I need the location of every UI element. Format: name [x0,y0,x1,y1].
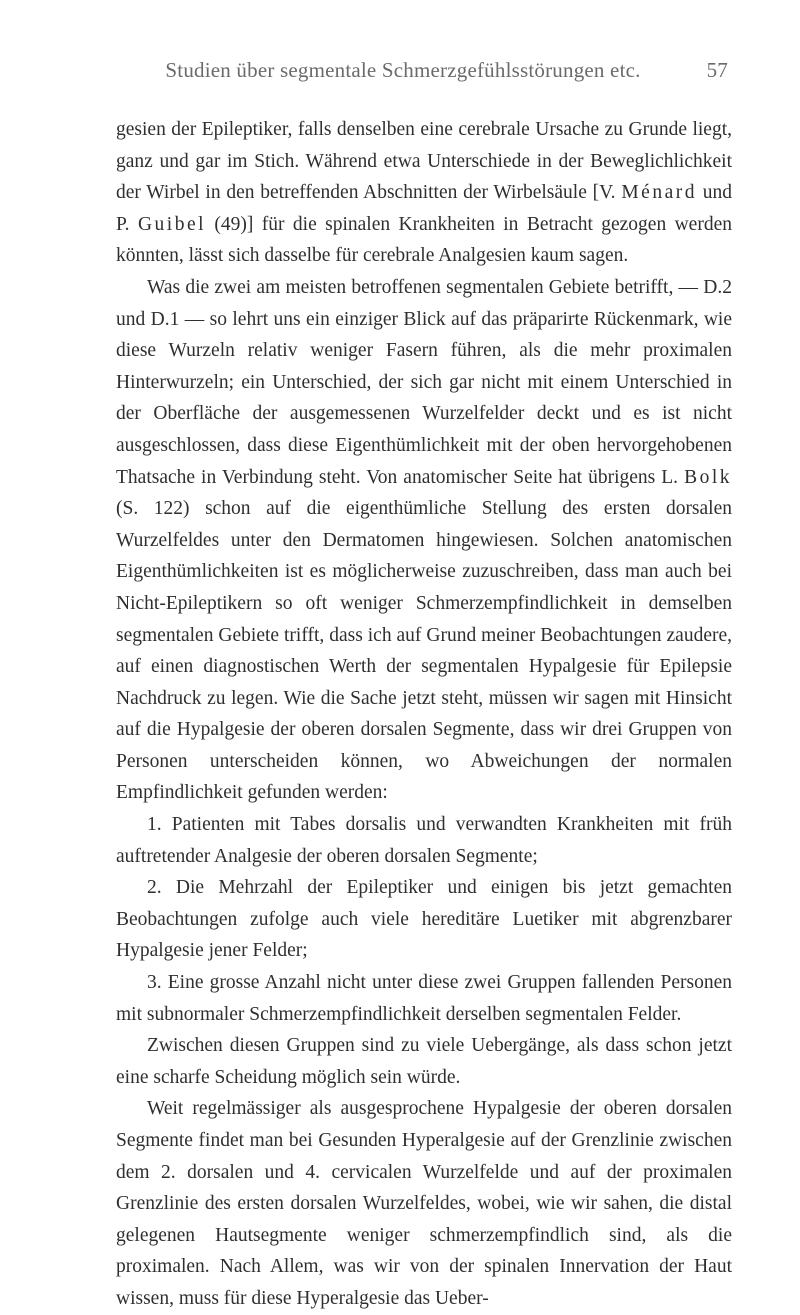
body-text [116,114,732,1315]
text-run: Zwischen diesen Gruppen sind zu viele Uebergänge, als dass schon jetzt eine scharfe Scheidung möglich sein würde. [116,1035,732,1088]
text-run: gesien der Epileptiker, falls denselben eine cerebrale Ursache zu Grunde liegt, ganz und gar im Stich. Während etwa Unterschiede in der Beweglichlichkeit der Wirbel in den betreffenden Abschnitten der Wirbelsäule [V. [116,119,732,204]
paragraph-2 [116,272,732,809]
text-run: (49)] für die spinalen Krankheiten in Betracht gezogen werden könnten, lässt sich dasselbe für cerebrale Analgesien kaum sagen. [116,213,732,267]
text-run: Was die zwei am meisten betroffenen segmentalen Gebiete betrifft, — D.2 und D.1 — so lehrt uns ein einziger Blick auf das präparirte Rückenmark, wie diese Wurzeln relativ weniger Fasern führen, als die mehr proximalen Hinterwurzeln; ein Unterschied, der sich gar nicht mit einem Unterschied in der Oberfläche der ausgemessenen Wurzelfelder deckt und es ist nicht ausgeschlossen, dass diese Eigenthümlichkeit mit der oben hervorgehobenen Thatsache in Verbindung steht. Von anatomischer Seite hat übrigens L. [116,276,732,488]
text-run: (S. 122) schon auf die eigenthümliche Stellung des ersten dorsalen Wurzelfeldes unter den Dermatomen hingewiesen. Solchen anatomischen Eigenthümlichkeiten ist es möglicherweise zuzuschreiben, dass man auch bei Nicht-Epileptikern so oft weniger Schmerzempfindlichkeit in demselben segmentalen Gebiete trifft, dass ich auf Grund meiner Beobachtungen zaudere, auf einen diagnostischen Werth der segmentalen Hypalgesie für Epilepsie Nachdruck zu legen. Wie die Sache jetzt steht, müssen wir sagen mit Hinsicht auf die Hypalgesie der oberen dorsalen Segmente, dass wir drei Gruppen von Personen unterscheiden können, wo Abweichungen der normalen Empfindlichkeit gefunden werden: [116,498,732,804]
paragraph-1 [116,114,732,272]
text-run: 1. Patienten mit Tabes dorsalis und verwandten Krankheiten mit früh auftretender Analgesie der oberen dorsalen Segmente; [116,814,732,867]
running-title: Studien über segmentale Schmerzgefühlsstörungen etc. [165,58,641,82]
text-run: 3. Eine grosse Anzahl nicht unter diese zwei Gruppen fallenden Personen mit subnormaler Schmerzempfindlichkeit derselben segmentalen Felder. [116,972,732,1025]
text-run: Weit regelmässiger als ausgesprochene Hypalgesie der oberen dorsalen Segmente findet man bei Gesunden Hyperalgesie auf der Grenzlinie zwischen dem 2. dorsalen und 4. cervicalen Wurzelfelde und auf der proximalen Grenzlinie des ersten dorsalen Wurzelfeldes, wobei, wie wir sahen, die distal gelegenen Hautsegmente weniger schmerzempfindlich sind, als die proximalen. Nach Allem, was wir von der spinalen Innervation der Haut wissen, muss für diese Hyperalgesie das Ueber- [116,1098,732,1309]
author-name: Guibel [137,213,207,235]
running-header [118,58,728,86]
text-run: und P. [116,182,732,235]
list-item-3 [116,967,732,1030]
text-run: 2. Die Mehrzahl der Epileptiker und einigen bis jetzt gemachten Beobachtungen zufolge auch viele hereditäre Luetiker mit abgrenzbarer Hypalgesie jener Felder; [116,877,732,962]
list-item-1 [116,809,732,872]
author-name: Ménard [621,182,697,204]
list-item-2 [116,872,732,967]
author-name: Bolk [684,466,732,488]
paragraph-4 [116,1093,732,1314]
paragraph-3 [116,1030,732,1093]
page-number: 57 [706,58,728,82]
